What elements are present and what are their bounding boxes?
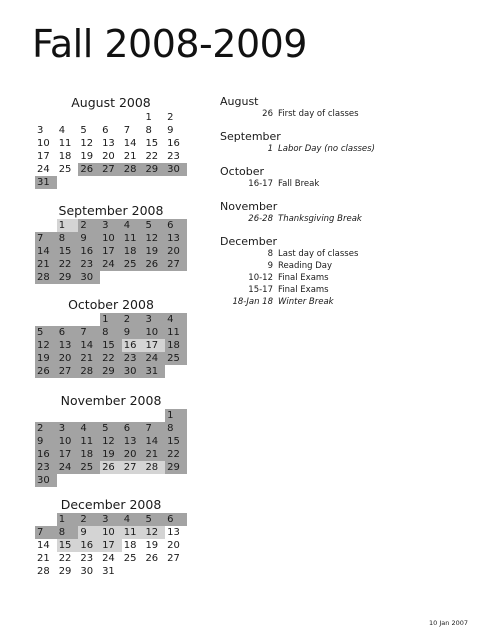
day-cell: 24 bbox=[143, 352, 165, 365]
day-cell: 26 bbox=[145, 553, 159, 564]
day-cell: 29 bbox=[100, 365, 122, 378]
day-cell: 1 bbox=[57, 513, 79, 526]
day-cell: 24 bbox=[57, 461, 79, 474]
month-calendar-september bbox=[35, 203, 187, 284]
day-cell: 14 bbox=[123, 138, 137, 149]
day-cell: 20 bbox=[167, 540, 180, 551]
day-cell: 4 bbox=[122, 513, 144, 526]
day-cell: 8 bbox=[145, 125, 152, 136]
day-cell: 13 bbox=[57, 339, 79, 352]
empty-cell bbox=[122, 409, 144, 422]
event-description: Reading Day bbox=[278, 261, 332, 271]
day-cell: 10 bbox=[100, 232, 122, 245]
event-date: 16-17 bbox=[248, 179, 273, 189]
day-cell: 20 bbox=[57, 352, 79, 365]
day-cell: 28 bbox=[78, 365, 100, 378]
day-cell: 22 bbox=[57, 258, 79, 271]
day-cell: 5 bbox=[100, 422, 122, 435]
event-date: 26 bbox=[262, 109, 273, 119]
day-cell: 19 bbox=[145, 540, 159, 551]
month-title: August 2008 bbox=[71, 95, 151, 110]
day-cell: 15 bbox=[100, 339, 122, 352]
day-cell: 1 bbox=[165, 409, 187, 422]
empty-cell bbox=[78, 313, 100, 326]
month-title: October 2008 bbox=[68, 297, 154, 312]
day-grid bbox=[35, 409, 187, 487]
event-description: Fall Break bbox=[278, 179, 320, 189]
event-description: Final Exams bbox=[278, 285, 329, 295]
day-cell: 22 bbox=[58, 553, 72, 564]
day-cell: 5 bbox=[143, 219, 165, 232]
day-cell: 30 bbox=[122, 365, 144, 378]
empty-cell bbox=[57, 111, 79, 124]
day-cell: 10 bbox=[143, 326, 165, 339]
event-description: Final Exams bbox=[278, 273, 329, 283]
day-cell: 1 bbox=[145, 112, 152, 123]
day-cell: 10 bbox=[37, 138, 50, 149]
day-cell: 19 bbox=[100, 448, 122, 461]
day-grid bbox=[35, 313, 187, 378]
day-cell: 19 bbox=[35, 352, 57, 365]
event-description: Winter Break bbox=[278, 297, 334, 307]
day-cell: 28 bbox=[143, 461, 165, 474]
day-cell: 6 bbox=[165, 219, 187, 232]
empty-cell bbox=[78, 111, 100, 124]
day-cell: 22 bbox=[145, 151, 159, 162]
day-cell: 13 bbox=[102, 138, 115, 149]
day-cell: 28 bbox=[37, 566, 50, 577]
day-cell: 3 bbox=[37, 125, 44, 136]
day-cell: 2 bbox=[122, 313, 144, 326]
empty-cell bbox=[100, 409, 122, 422]
day-grid bbox=[35, 513, 187, 578]
day-cell: 14 bbox=[78, 339, 100, 352]
day-cell: 20 bbox=[122, 448, 144, 461]
empty-cell bbox=[143, 409, 165, 422]
day-cell: 16 bbox=[167, 138, 180, 149]
event-date: 18-Jan 18 bbox=[232, 297, 273, 307]
day-cell: 25 bbox=[165, 352, 187, 365]
day-cell: 1 bbox=[100, 313, 122, 326]
day-cell: 25 bbox=[58, 164, 72, 175]
day-cell: 6 bbox=[57, 326, 79, 339]
day-cell: 11 bbox=[122, 526, 144, 539]
month-calendar-december bbox=[35, 497, 187, 578]
day-cell: 16 bbox=[78, 539, 100, 552]
day-cell: 12 bbox=[100, 435, 122, 448]
day-cell: 15 bbox=[57, 245, 79, 258]
day-cell: 8 bbox=[100, 326, 122, 339]
event-description: Thanksgiving Break bbox=[278, 214, 362, 224]
day-cell: 22 bbox=[100, 352, 122, 365]
day-cell: 10 bbox=[100, 526, 122, 539]
day-cell: 27 bbox=[165, 258, 187, 271]
event-description: Labor Day (no classes) bbox=[278, 144, 375, 154]
empty-cell bbox=[100, 111, 122, 124]
event-date: 10-12 bbox=[248, 273, 273, 283]
day-cell: 11 bbox=[78, 435, 100, 448]
day-cell: 7 bbox=[35, 232, 57, 245]
day-cell: 24 bbox=[100, 258, 122, 271]
event-date: 9 bbox=[267, 261, 273, 271]
event-month-heading: November bbox=[220, 200, 278, 213]
day-cell: 27 bbox=[167, 553, 180, 564]
day-cell: 28 bbox=[35, 271, 57, 284]
day-cell: 15 bbox=[165, 435, 187, 448]
day-cell: 14 bbox=[37, 540, 50, 551]
day-cell: 23 bbox=[35, 461, 57, 474]
empty-cell bbox=[57, 313, 79, 326]
day-cell: 18 bbox=[123, 540, 137, 551]
day-cell: 12 bbox=[80, 138, 94, 149]
month-calendar-august bbox=[35, 95, 187, 189]
day-cell: 8 bbox=[57, 526, 79, 539]
day-grid bbox=[35, 111, 187, 189]
empty-cell bbox=[35, 513, 57, 526]
month-title: September 2008 bbox=[58, 203, 164, 218]
event-month-heading: September bbox=[220, 130, 281, 143]
day-cell: 29 bbox=[57, 271, 79, 284]
empty-cell bbox=[35, 409, 57, 422]
day-cell: 19 bbox=[143, 245, 165, 258]
day-cell: 13 bbox=[165, 232, 187, 245]
day-cell: 26 bbox=[143, 258, 165, 271]
event-date: 26-28 bbox=[248, 214, 273, 224]
day-cell: 4 bbox=[58, 125, 66, 136]
day-cell: 1 bbox=[57, 219, 79, 232]
day-cell: 9 bbox=[167, 125, 174, 136]
day-cell: 30 bbox=[80, 566, 94, 577]
day-cell: 12 bbox=[143, 232, 165, 245]
event-date: 8 bbox=[267, 249, 273, 259]
day-cell: 23 bbox=[80, 553, 94, 564]
event-row bbox=[220, 213, 470, 225]
day-cell: 2 bbox=[167, 112, 174, 123]
day-cell: 3 bbox=[100, 513, 122, 526]
day-cell: 23 bbox=[167, 151, 180, 162]
day-cell: 21 bbox=[35, 258, 57, 271]
day-cell: 19 bbox=[80, 151, 94, 162]
month-calendar-october bbox=[35, 297, 187, 378]
day-cell: 5 bbox=[143, 513, 165, 526]
day-cell: 10 bbox=[57, 435, 79, 448]
footer-date: 10 Jan 2007 bbox=[429, 619, 468, 627]
event-row bbox=[220, 108, 470, 120]
day-cell: 11 bbox=[165, 326, 187, 339]
day-cell: 17 bbox=[143, 339, 165, 352]
day-cell: 11 bbox=[122, 232, 144, 245]
event-date: 1 bbox=[267, 144, 273, 154]
day-cell: 4 bbox=[165, 313, 187, 326]
event-month-heading: August bbox=[220, 95, 259, 108]
day-cell: 25 bbox=[78, 461, 100, 474]
day-cell: 2 bbox=[78, 219, 100, 232]
event-row bbox=[220, 272, 470, 284]
day-cell: 4 bbox=[78, 422, 100, 435]
event-month-heading: December bbox=[220, 235, 278, 248]
event-description: Last day of classes bbox=[278, 249, 359, 259]
day-cell: 18 bbox=[165, 339, 187, 352]
empty-cell bbox=[78, 409, 100, 422]
month-calendar-november bbox=[35, 393, 187, 487]
day-cell: 18 bbox=[78, 448, 100, 461]
day-cell: 26 bbox=[100, 461, 122, 474]
day-cell: 21 bbox=[78, 352, 100, 365]
day-cell: 13 bbox=[167, 527, 180, 538]
day-cell: 8 bbox=[165, 422, 187, 435]
day-cell: 29 bbox=[143, 163, 165, 176]
empty-cell bbox=[122, 111, 144, 124]
month-title: December 2008 bbox=[60, 497, 162, 512]
day-cell: 20 bbox=[102, 151, 115, 162]
day-cell: 22 bbox=[165, 448, 187, 461]
day-cell: 5 bbox=[35, 326, 57, 339]
event-row bbox=[220, 296, 470, 308]
day-cell: 21 bbox=[123, 151, 137, 162]
empty-cell bbox=[35, 111, 57, 124]
day-cell: 13 bbox=[122, 435, 144, 448]
day-cell: 21 bbox=[37, 553, 50, 564]
day-cell: 27 bbox=[122, 461, 144, 474]
event-row bbox=[220, 143, 470, 155]
day-cell: 31 bbox=[143, 365, 165, 378]
day-cell: 12 bbox=[35, 339, 57, 352]
day-cell: 18 bbox=[122, 245, 144, 258]
day-cell: 12 bbox=[143, 526, 165, 539]
event-date: 15-17 bbox=[248, 285, 273, 295]
empty-cell bbox=[57, 409, 79, 422]
day-cell: 3 bbox=[57, 422, 79, 435]
day-cell: 7 bbox=[123, 125, 131, 136]
day-cell: 24 bbox=[37, 164, 50, 175]
day-cell: 9 bbox=[78, 526, 100, 539]
day-cell: 24 bbox=[102, 553, 115, 564]
day-cell: 16 bbox=[78, 245, 100, 258]
day-cell: 26 bbox=[78, 163, 100, 176]
day-cell: 14 bbox=[35, 245, 57, 258]
day-cell: 14 bbox=[143, 435, 165, 448]
day-cell: 25 bbox=[122, 258, 144, 271]
day-cell: 16 bbox=[35, 448, 57, 461]
day-cell: 5 bbox=[80, 125, 87, 136]
day-cell: 30 bbox=[35, 474, 57, 487]
day-cell: 2 bbox=[35, 422, 57, 435]
page-title: Fall 2008-2009 bbox=[32, 22, 307, 66]
day-cell: 29 bbox=[58, 566, 72, 577]
day-cell: 23 bbox=[78, 258, 100, 271]
day-cell: 17 bbox=[37, 151, 50, 162]
day-cell: 3 bbox=[143, 313, 165, 326]
day-cell: 7 bbox=[35, 526, 57, 539]
day-cell: 6 bbox=[102, 125, 109, 136]
day-cell: 30 bbox=[78, 271, 100, 284]
empty-cell bbox=[35, 219, 57, 232]
day-cell: 15 bbox=[145, 138, 159, 149]
day-cell: 29 bbox=[165, 461, 187, 474]
event-row bbox=[220, 260, 470, 272]
day-cell: 17 bbox=[100, 539, 122, 552]
day-cell: 16 bbox=[122, 339, 144, 352]
day-cell: 8 bbox=[57, 232, 79, 245]
day-cell: 20 bbox=[165, 245, 187, 258]
event-row bbox=[220, 178, 470, 190]
day-cell: 6 bbox=[122, 422, 144, 435]
month-title: November 2008 bbox=[60, 393, 162, 408]
event-row bbox=[220, 248, 470, 260]
day-cell: 9 bbox=[78, 232, 100, 245]
day-cell: 27 bbox=[100, 163, 122, 176]
day-cell: 3 bbox=[100, 219, 122, 232]
day-cell: 11 bbox=[58, 138, 72, 149]
day-cell: 31 bbox=[102, 566, 115, 577]
day-cell: 4 bbox=[122, 219, 144, 232]
day-cell: 17 bbox=[57, 448, 79, 461]
day-cell: 26 bbox=[35, 365, 57, 378]
event-month-heading: October bbox=[220, 165, 265, 178]
day-cell: 7 bbox=[143, 422, 165, 435]
day-cell: 30 bbox=[165, 163, 187, 176]
day-cell: 21 bbox=[143, 448, 165, 461]
day-cell: 28 bbox=[122, 163, 144, 176]
day-cell: 9 bbox=[122, 326, 144, 339]
event-description: First day of classes bbox=[278, 109, 359, 119]
day-cell: 27 bbox=[57, 365, 79, 378]
day-cell: 23 bbox=[122, 352, 144, 365]
event-row bbox=[220, 284, 470, 296]
day-cell: 2 bbox=[78, 513, 100, 526]
day-cell: 6 bbox=[165, 513, 187, 526]
day-cell: 31 bbox=[35, 176, 57, 189]
day-cell: 18 bbox=[58, 151, 72, 162]
day-cell: 25 bbox=[123, 553, 137, 564]
day-cell: 9 bbox=[35, 435, 57, 448]
events-list bbox=[220, 95, 470, 308]
empty-cell bbox=[35, 313, 57, 326]
day-cell: 7 bbox=[78, 326, 100, 339]
day-cell: 17 bbox=[100, 245, 122, 258]
day-cell: 15 bbox=[57, 539, 79, 552]
day-grid bbox=[35, 219, 187, 284]
